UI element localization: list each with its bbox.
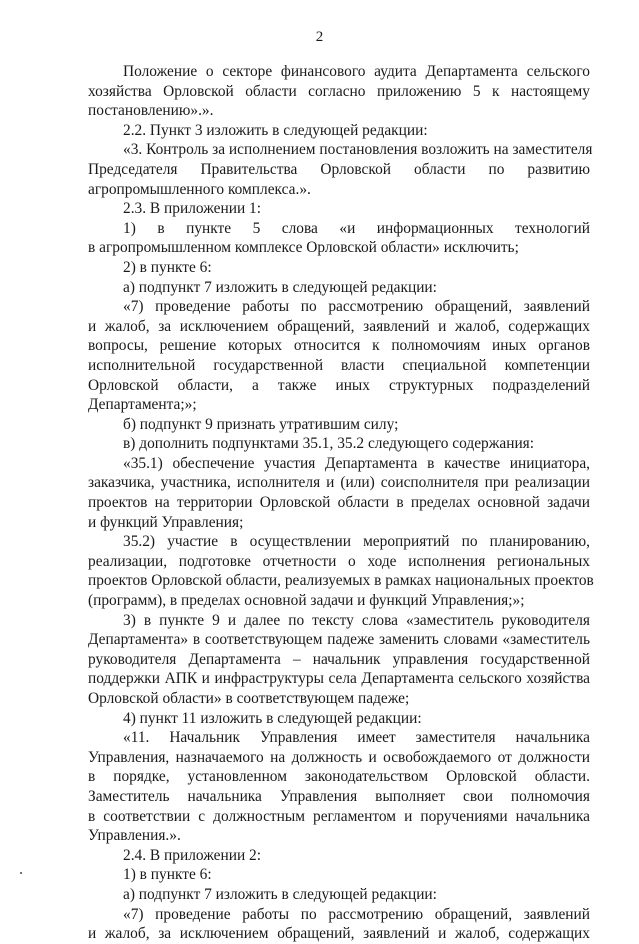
page-number: 2 — [315, 29, 324, 45]
text-line: агропромышленного комплекса.». — [88, 180, 311, 198]
text-line: 1) в пункте 5 слова «и информационных технологий — [123, 219, 590, 237]
text-line: заказчика, участника, исполнителя и (или) соисполнителя при реализации — [88, 474, 590, 492]
text-line: Положение о секторе финансового аудита Департамента сельского — [123, 63, 590, 80]
text-line: хозяйства Орловской области согласно приложению 5 к настоящему — [88, 82, 590, 100]
text-line: «35.1) обеспечение участия Департамента в качестве инициатора, — [123, 454, 590, 472]
text-line: 1) в пункте 6: — [123, 866, 212, 884]
text-line: «3. Контроль за исполнением постановления возложить на заместителя — [123, 141, 593, 159]
text-line: руководителя Департамента – начальник управления государственной — [88, 650, 590, 668]
text-line: в агропромышленном комплексе Орловской области» исключить; — [88, 239, 519, 257]
text-line: 2.2. Пункт 3 изложить в следующей редакции: — [123, 121, 428, 139]
text-line: в порядке, установленном законодательством Орловской области. — [88, 768, 590, 786]
text-line: реализации, подготовке отчетности о ходе исполнения региональных — [88, 552, 590, 570]
text-line: 4) пункт 11 изложить в следующей редакции: — [123, 709, 422, 727]
text-line: 35.2) участие в осуществлении мероприятий по планированию, — [123, 533, 590, 551]
text-line: Председателя Правительства Орловской области по развитию — [88, 160, 590, 178]
text-line: а) подпункт 7 изложить в следующей редакции: — [123, 885, 437, 903]
text-line: «7) проведение работы по рассмотрению обращений, заявлений — [123, 298, 590, 316]
text-line: проектов Орловской области, реализуемых в рамках национальных проектов — [88, 572, 594, 590]
document-body — [88, 62, 594, 944]
text-line: Заместитель начальника Управления выполняет свои полномочия — [88, 787, 590, 805]
text-line: и функций Управления; — [88, 513, 244, 531]
text-line: и жалоб, за исключением обращений, заявлений и жалоб, содержащих — [88, 925, 590, 943]
text-line: проектов на территории Орловской области в пределах основной задачи — [88, 494, 590, 512]
text-line: постановлению».». — [88, 102, 214, 120]
text-line: поддержки АПК и инфраструктуры села Департамента сельского хозяйства — [88, 670, 590, 688]
text-line: исполнительной государственной власти специальной компетенции — [88, 356, 590, 374]
text-line: б) подпункт 9 признать утратившим силу; — [123, 415, 399, 433]
text-line: 2.4. В приложении 2: — [123, 846, 261, 864]
text-line: (программ), в пределах основной задачи и функций Управления;»; — [88, 592, 525, 610]
text-line: а) подпункт 7 изложить в следующей редакции: — [123, 278, 437, 296]
text-line: «11. Начальник Управления имеет заместителя начальника — [123, 729, 590, 747]
text-line: Департамента;»; — [88, 396, 197, 414]
scan-speck — [20, 872, 22, 874]
text-line: вопросы, решение которых относится к полномочиям иных органов — [88, 337, 590, 355]
text-line: и жалоб, за исключением обращений, заявлений и жалоб, содержащих — [88, 317, 590, 335]
text-line: «7) проведение работы по рассмотрению обращений, заявлений — [123, 905, 590, 923]
text-line: 2.3. В приложении 1: — [123, 200, 261, 218]
text-line: Орловской области» в соответствующем падеже; — [88, 690, 410, 707]
text-line: в соответствии с должностным регламентом и поручениями начальника — [88, 807, 590, 825]
text-line: Департамента» в соответствующем падеже заменить словами «заместитель — [88, 631, 590, 649]
text-line: Управления.». — [88, 827, 181, 845]
text-line: Управления, назначаемого на должность и освобождаемого от должности — [88, 748, 590, 766]
text-line: 2) в пункте 6: — [123, 258, 212, 276]
text-line: Орловской области, а также иных структурных подразделений — [88, 376, 590, 394]
text-line: 3) в пункте 9 и далее по тексту слова «заместитель руководителя — [123, 611, 590, 629]
text-line: в) дополнить подпунктами 35.1, 35.2 следующего содержания: — [123, 435, 535, 453]
